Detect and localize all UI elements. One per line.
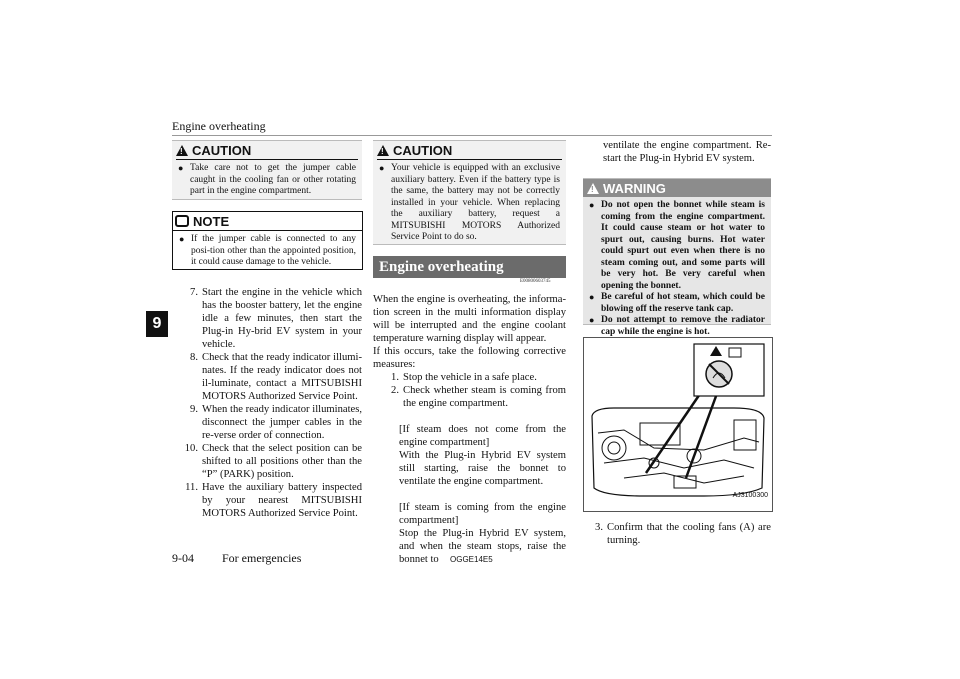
- warning-bullet: ● Be careful of hot steam, which could be blowing off the reserve tank cap.: [589, 292, 765, 314]
- list-item: 10. Check that the select position can be shifted to all positions other than the “P” (PARK) position.: [184, 443, 362, 480]
- col1-steps: [172, 286, 362, 520]
- footer-section: For emergencies: [222, 551, 302, 565]
- intro-paragraph: When the engine is overheating, the informa-tion screen in the multi information display will be interrupted and the engine coolant temperature warning display will appear.: [373, 294, 566, 344]
- warning-bullet: ● Do not open the bonnet while steam is coming from the engine compartment. It could cause steam or hot water to spurt out, causing burns. Hot water could spurt out even when there is no steam coming out, and some parts will be very hot. Be very careful when opening the bonnet.: [589, 200, 765, 291]
- caution-title: CAUTION: [192, 142, 252, 158]
- caution-bullet: [373, 160, 566, 244]
- warning-triangle-icon: [587, 183, 599, 194]
- col3-step3: [583, 521, 771, 547]
- note-box: [172, 211, 363, 270]
- case1-body: With the Plug-in Hybrid EV system still starting, raise the bonnet to ventilate the engine compartment.: [399, 450, 566, 487]
- bullet-icon: ●: [589, 200, 595, 210]
- case2-heading: [If steam is coming from the engine compartment]: [399, 502, 566, 526]
- caution-bullet: [172, 160, 362, 198]
- continued-text: ventilate the engine compartment. Re-start the Plug-in Hybrid EV system.: [603, 140, 771, 164]
- list-item: 9. When the ready indicator illuminates, disconnect the jumper cables in the re-verse order of connection.: [190, 404, 362, 441]
- caution-text: Your vehicle is equipped with an exclusive auxiliary battery. Even if the battery type is the same, the battery may not be correctly installed in your vehicle. When replacing the auxiliary battery, request a MITSUBISHI MOTORS Authorized Service Point to do so.: [391, 163, 560, 242]
- bullet-icon: ●: [589, 315, 595, 325]
- note-heading: [173, 212, 362, 231]
- warning-box: [583, 178, 771, 337]
- section-code: E00800603745: [520, 279, 551, 284]
- caution-title: CAUTION: [393, 142, 453, 158]
- page-header-title: Engine overheating: [172, 119, 266, 133]
- bullet-icon: ●: [179, 234, 185, 244]
- list-item: 11. Have the auxiliary battery inspected by your nearest MITSUBISHI MOTORS Authorized Service Point.: [185, 482, 362, 519]
- col3-continued: [583, 139, 771, 165]
- case1-heading: [If steam does not come from the engine compartment]: [399, 424, 566, 448]
- list-item: 7. Start the engine in the vehicle which has the booster battery, let the engine idle a few minutes, then start the Plug-in Hy-brid EV system in your vehicle.: [190, 287, 362, 350]
- caution-box-col1: [172, 140, 362, 200]
- caution-text: Take care not to get the jumper cable caught in the cooling fan or other rotating part in the engine compartment.: [190, 163, 356, 196]
- list-item: 1. Stop the vehicle in a safe place.: [391, 372, 537, 383]
- caution-heading: [176, 141, 358, 160]
- warning-triangle-icon: [377, 145, 389, 156]
- section-title: Engine overheating: [373, 256, 566, 278]
- header-rule: [172, 135, 772, 136]
- bullet-icon: ●: [178, 163, 184, 173]
- figure-code: AJ3100300: [732, 492, 768, 499]
- warning-triangle-icon: [176, 145, 188, 156]
- note-icon: [175, 215, 189, 227]
- engine-illustration: [584, 338, 772, 511]
- warning-title: WARNING: [603, 180, 666, 196]
- warning-bullet: ● Do not attempt to remove the radiator cap while the engine is hot.: [589, 315, 765, 337]
- note-text: If the jumper cable is connected to any posi-tion other than the appointed position, it could cause damage to the vehicle.: [191, 234, 356, 267]
- bullet-icon: ●: [379, 163, 385, 173]
- col2-body: [373, 293, 566, 566]
- warning-heading: [583, 179, 771, 197]
- note-title: NOTE: [193, 213, 230, 229]
- caution-heading: [377, 141, 562, 160]
- list-item: 3. Confirm that the cooling fans (A) are turning.: [595, 522, 771, 546]
- list-item: 2. Check whether steam is coming from the engine compartment.: [391, 385, 566, 409]
- doc-code: OGGE14E5: [450, 555, 493, 564]
- caution-box-col2: [373, 140, 566, 245]
- bullet-icon: ●: [589, 292, 595, 302]
- measures-paragraph: If this occurs, take the following corrective measures:: [373, 346, 566, 370]
- list-item: 8. Check that the ready indicator illumi-nates. If the ready indicator does not il-luminate, contact a MITSUBISHI MOTORS Authorized Service Point.: [190, 352, 362, 402]
- case2-body: Stop the Plug-in Hybrid EV system, and when the steam stops, raise the bonnet to: [399, 528, 566, 565]
- chapter-tab: 9: [146, 311, 168, 337]
- engine-compartment-figure: [583, 337, 773, 512]
- note-bullet: [173, 231, 362, 269]
- page-number: 9-04: [172, 551, 194, 565]
